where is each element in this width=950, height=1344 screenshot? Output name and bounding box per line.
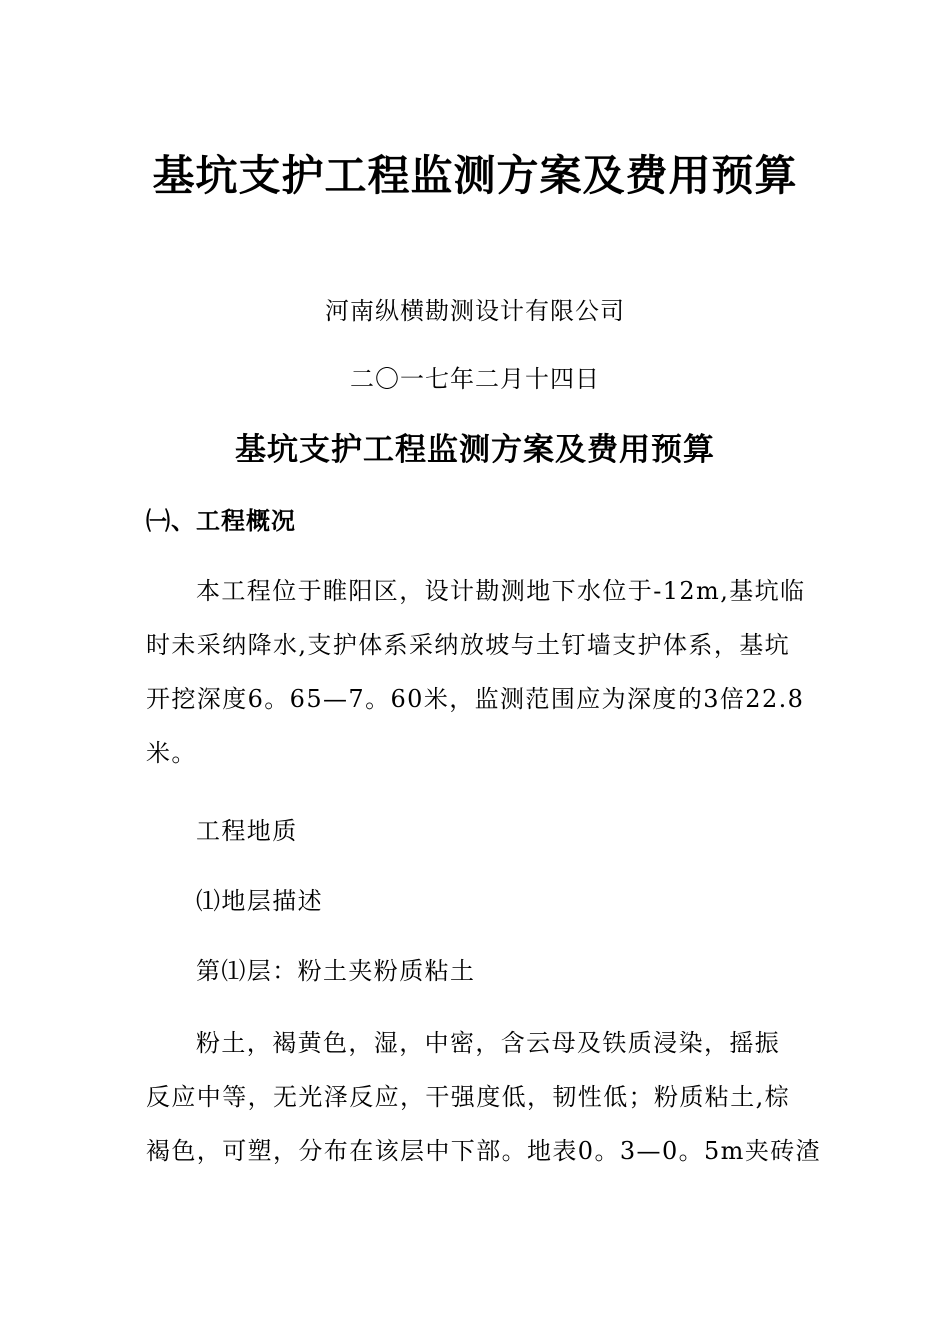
paragraph-line: 时未采纳降水,支护体系采纳放坡与土钉墙支护体系，基坑	[146, 631, 791, 659]
paragraph-line: 开挖深度6。65—7。60米，监测范围应为深度的3倍22.8	[146, 685, 805, 713]
company-name: 河南纵横勘测设计有限公司	[325, 297, 625, 325]
paragraph-project-location	[146, 564, 808, 780]
subheading-layer-1: 第⑴层：粉土夹粉质粘土	[196, 957, 476, 985]
document-title: 基坑支护工程监测方案及费用预算	[235, 432, 715, 468]
paragraph-line: 褐色，可塑，分布在该层中下部。地表0。3—0。5m夹砖渣	[146, 1137, 822, 1165]
paragraph-line: 反应中等，无光泽反应，干强度低，韧性低；粉质粘土,棕	[146, 1083, 791, 1111]
paragraph-layer-1-description	[146, 1016, 822, 1178]
paragraph-line: 粉土，褐黄色，湿，中密，含云母及铁质浸染，摇振	[196, 1029, 781, 1057]
paragraph-line: 本工程位于睢阳区，设计勘测地下水位于-12m,基坑临	[196, 577, 806, 605]
subheading-strata-description: ⑴地层描述	[196, 887, 323, 915]
paragraph-line: 米。	[146, 739, 197, 767]
cover-title: 基坑支护工程监测方案及费用预算	[152, 151, 798, 200]
section-heading-project-overview: ㈠、工程概况	[146, 506, 296, 535]
subheading-geology: 工程地质	[196, 817, 298, 845]
document-date: 二〇一七年二月十四日	[350, 365, 600, 393]
